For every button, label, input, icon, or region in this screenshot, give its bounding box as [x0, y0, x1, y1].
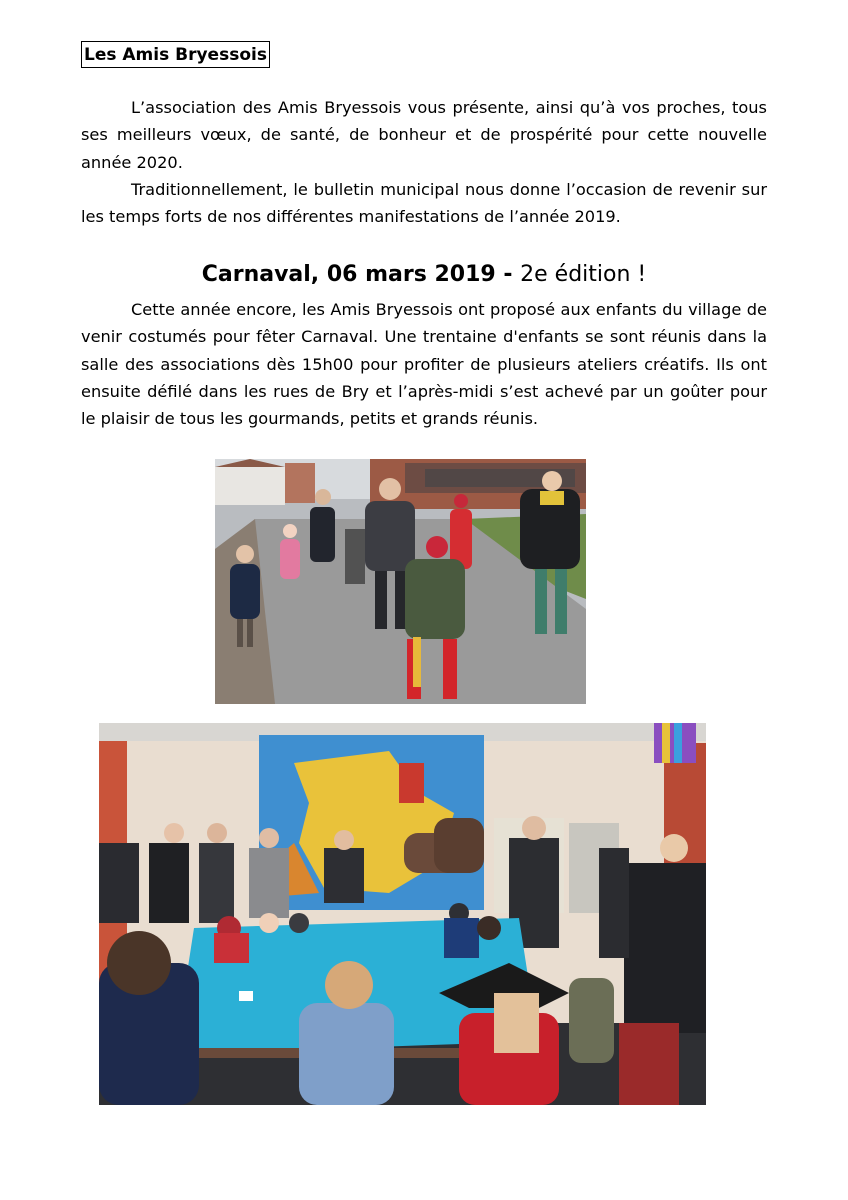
section-title-main: Carnaval, 06 mars 2019 -: [201, 262, 521, 287]
parade-street-photo: [215, 459, 586, 704]
association-heading: Les Amis Bryessois: [81, 41, 270, 68]
intro-paragraph-1-text: L’association des Amis Bryessois vous présente, ainsi qu’à vos proches, tous ses meilleurs vœux, de santé, de bonheur et de prospérité pour cette nouvelle année 2020.: [81, 98, 767, 172]
workshop-hall-photo: [99, 723, 706, 1105]
intro-paragraph-2-text: Traditionnellement, le bulletin municipal nous donne l’occasion de revenir sur les temps forts de nos différentes manifestations de l’année 2019.: [81, 180, 767, 227]
intro-paragraph-2: [81, 176, 767, 231]
section-title: [0, 260, 848, 290]
intro-paragraph-1: [81, 94, 767, 176]
section-title-sub: 2e édition !: [520, 262, 647, 287]
section-body-text: Cette année encore, les Amis Bryessois ont proposé aux enfants du village de venir costumés pour fêter Carnaval. Une trentaine d'enfants se sont réunis dans la salle des associations dès 15h00 pour profiter de plusieurs ateliers créatifs. Ils ont ensuite défilé dans les rues de Bry et l’après-midi s’est achevé par un goûter pour le plaisir de tous les gourmands, petits et grands réunis.: [81, 300, 767, 429]
section-body-paragraph: [81, 296, 767, 432]
